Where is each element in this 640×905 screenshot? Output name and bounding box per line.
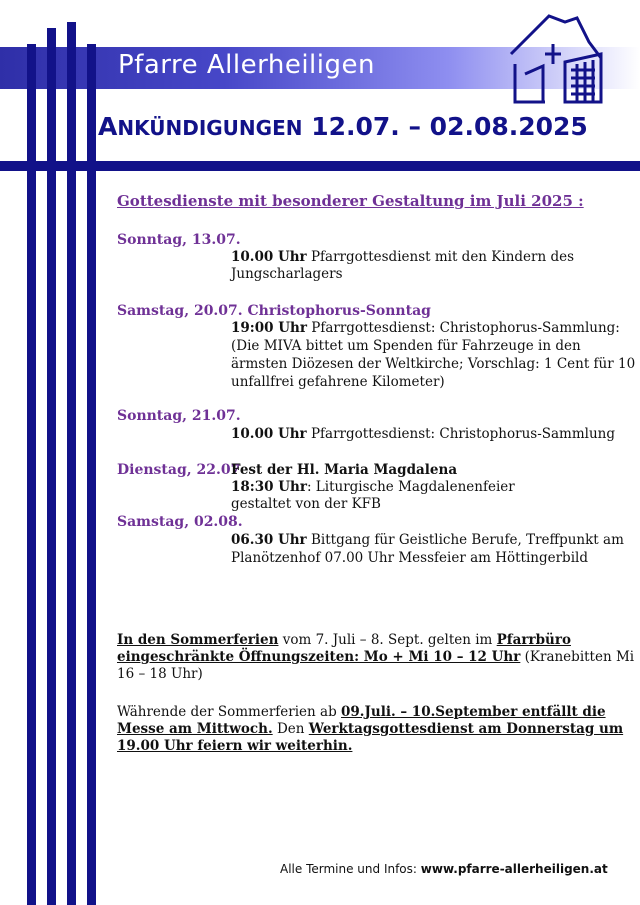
event-line: ärmsten Diözesen der Weltkirche; Vorschlag: 1 Cent für 10 (231, 356, 636, 372)
office-hours-notice: In den Sommerferien vom 7. Juli – 8. Sept. gelten im Pfarrbüro (117, 632, 571, 648)
event-line: gestaltet von der KFB (231, 496, 381, 512)
mass-schedule-notice: 19.00 Uhr feiern wir weiterhin. (117, 738, 353, 754)
event-line: Planötzenhof 07.00 Uhr Messfeier am Höttingerbild (231, 550, 588, 566)
page-title: ANKÜNDIGUNGEN 12.07. – 02.08.2025 (98, 112, 588, 141)
stripe-4 (87, 44, 96, 905)
event-line: unfallfrei gefahrene Kilometer) (231, 374, 445, 390)
event-day-1: Sonntag, 13.07. (117, 232, 241, 248)
event-day-3: Sonntag, 21.07. (117, 408, 241, 424)
website-link[interactable]: www.pfarre-allerheiligen.at (420, 862, 608, 876)
office-hours-notice: 16 – 18 Uhr) (117, 666, 203, 682)
header-divider-bar (0, 161, 640, 171)
event-line: 19:00 Uhr Pfarrgottesdienst: Christophorus-Sammlung: (231, 320, 620, 336)
event-line: 10.00 Uhr Pfarrgottesdienst mit den Kindern des (231, 249, 575, 265)
parish-name: Pfarre Allerheiligen (118, 50, 375, 80)
event-line: Jungscharlagers (231, 266, 343, 282)
event-day-5: Samstag, 02.08. (117, 514, 243, 530)
event-line: 18:30 Uhr: Liturgische Magdalenenfeier (231, 479, 515, 495)
event-line: 06.30 Uhr Bittgang für Geistliche Berufe, Treffpunkt am (231, 532, 624, 548)
footer-info: Alle Termine und Infos: www.pfarre-allerheiligen.at (280, 862, 608, 876)
stripe-2 (47, 28, 56, 905)
mass-schedule-notice: Währende der Sommerferien ab 09.Juli. – 10.September entfällt die (117, 704, 606, 720)
section-title: Gottesdienste mit besonderer Gestaltung im Juli 2025 : (117, 192, 584, 210)
event-feast: Fest der Hl. Maria Magdalena (231, 462, 458, 478)
event-day-4: Dienstag, 22.07 (117, 462, 241, 478)
event-day-2: Samstag, 20.07. Christophorus-Sonntag (117, 303, 431, 319)
event-line: (Die MIVA bittet um Spenden für Fahrzeuge in den (231, 338, 581, 354)
mass-schedule-notice: Messe am Mittwoch. Den Werktagsgottesdienst am Donnerstag um (117, 721, 624, 737)
stripe-3 (67, 22, 76, 905)
stripe-1 (27, 44, 36, 905)
event-line: 10.00 Uhr Pfarrgottesdienst: Christophorus-Sammlung (231, 426, 616, 442)
church-logo-icon (505, 14, 605, 106)
office-hours-notice: eingeschränkte Öffnungszeiten: Mo + Mi 10 – 12 Uhr (Kranebitten Mi (117, 649, 635, 665)
